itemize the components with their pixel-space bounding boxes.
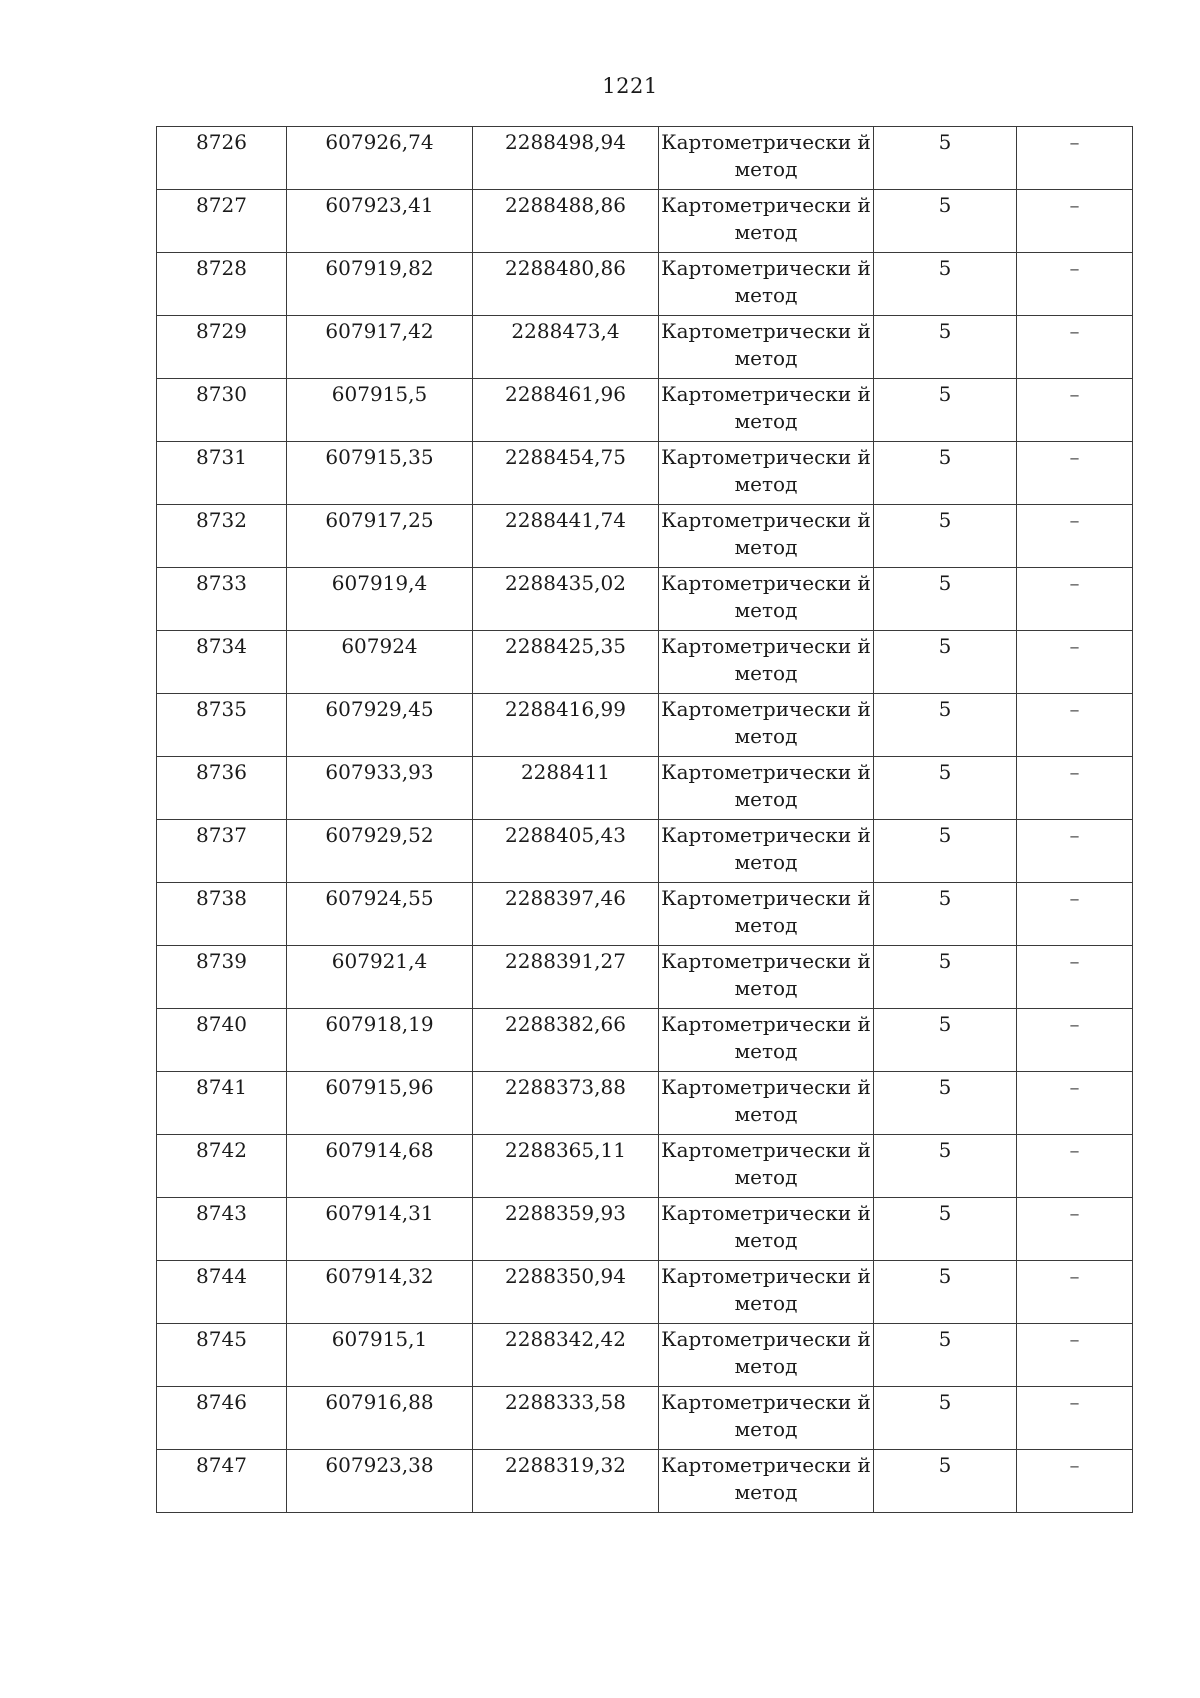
accuracy-cell: 5 [874,1072,1017,1135]
point-number-cell: 8739 [157,946,287,1009]
coordinates-table-body [157,127,1133,1513]
point-number-cell: 8726 [157,127,287,190]
note-cell: – [1017,1324,1133,1387]
y-coordinate-cell: 2288473,4 [473,316,659,379]
table-row [157,316,1133,379]
note-cell: – [1017,1198,1133,1261]
x-coordinate-cell: 607917,42 [287,316,473,379]
method-cell: Картометрически й метод [659,253,874,316]
accuracy-cell: 5 [874,1135,1017,1198]
accuracy-cell: 5 [874,253,1017,316]
x-coordinate-cell: 607916,88 [287,1387,473,1450]
x-coordinate-cell: 607914,32 [287,1261,473,1324]
table-row [157,442,1133,505]
table-row [157,505,1133,568]
x-coordinate-cell: 607929,45 [287,694,473,757]
accuracy-cell: 5 [874,316,1017,379]
point-number-cell: 8741 [157,1072,287,1135]
accuracy-cell: 5 [874,442,1017,505]
x-coordinate-cell: 607917,25 [287,505,473,568]
x-coordinate-cell: 607923,41 [287,190,473,253]
x-coordinate-cell: 607924 [287,631,473,694]
y-coordinate-cell: 2288397,46 [473,883,659,946]
note-cell: – [1017,505,1133,568]
note-cell: – [1017,883,1133,946]
y-coordinate-cell: 2288365,11 [473,1135,659,1198]
accuracy-cell: 5 [874,568,1017,631]
method-cell: Картометрически й метод [659,631,874,694]
table-row [157,127,1133,190]
point-number-cell: 8745 [157,1324,287,1387]
point-number-cell: 8727 [157,190,287,253]
x-coordinate-cell: 607924,55 [287,883,473,946]
note-cell: – [1017,1450,1133,1513]
note-cell: – [1017,631,1133,694]
point-number-cell: 8744 [157,1261,287,1324]
accuracy-cell: 5 [874,1198,1017,1261]
y-coordinate-cell: 2288480,86 [473,253,659,316]
note-cell: – [1017,253,1133,316]
method-cell: Картометрически й метод [659,1261,874,1324]
y-coordinate-cell: 2288342,42 [473,1324,659,1387]
method-cell: Картометрически й метод [659,757,874,820]
note-cell: – [1017,568,1133,631]
method-cell: Картометрически й метод [659,379,874,442]
point-number-cell: 8747 [157,1450,287,1513]
note-cell: – [1017,1135,1133,1198]
method-cell: Картометрически й метод [659,694,874,757]
point-number-cell: 8729 [157,316,287,379]
method-cell: Картометрически й метод [659,1387,874,1450]
y-coordinate-cell: 2288435,02 [473,568,659,631]
method-cell: Картометрически й метод [659,1198,874,1261]
x-coordinate-cell: 607915,1 [287,1324,473,1387]
table-row [157,946,1133,1009]
table-row [157,1387,1133,1450]
table-row [157,631,1133,694]
method-cell: Картометрически й метод [659,820,874,883]
point-number-cell: 8736 [157,757,287,820]
note-cell: – [1017,316,1133,379]
y-coordinate-cell: 2288373,88 [473,1072,659,1135]
point-number-cell: 8743 [157,1198,287,1261]
method-cell: Картометрически й метод [659,1135,874,1198]
table-row [157,1261,1133,1324]
x-coordinate-cell: 607915,96 [287,1072,473,1135]
accuracy-cell: 5 [874,1009,1017,1072]
accuracy-cell: 5 [874,757,1017,820]
accuracy-cell: 5 [874,820,1017,883]
point-number-cell: 8746 [157,1387,287,1450]
point-number-cell: 8732 [157,505,287,568]
table-row [157,1198,1133,1261]
y-coordinate-cell: 2288454,75 [473,442,659,505]
point-number-cell: 8730 [157,379,287,442]
note-cell: – [1017,1261,1133,1324]
x-coordinate-cell: 607933,93 [287,757,473,820]
y-coordinate-cell: 2288498,94 [473,127,659,190]
method-cell: Картометрически й метод [659,946,874,1009]
point-number-cell: 8728 [157,253,287,316]
table-row [157,757,1133,820]
y-coordinate-cell: 2288425,35 [473,631,659,694]
y-coordinate-cell: 2288488,86 [473,190,659,253]
table-row [157,379,1133,442]
x-coordinate-cell: 607915,5 [287,379,473,442]
accuracy-cell: 5 [874,694,1017,757]
method-cell: Картометрически й метод [659,442,874,505]
note-cell: – [1017,1009,1133,1072]
note-cell: – [1017,1387,1133,1450]
method-cell: Картометрически й метод [659,568,874,631]
accuracy-cell: 5 [874,631,1017,694]
table-row [157,190,1133,253]
y-coordinate-cell: 2288405,43 [473,820,659,883]
accuracy-cell: 5 [874,1387,1017,1450]
y-coordinate-cell: 2288359,93 [473,1198,659,1261]
accuracy-cell: 5 [874,1324,1017,1387]
x-coordinate-cell: 607923,38 [287,1450,473,1513]
method-cell: Картометрически й метод [659,505,874,568]
note-cell: – [1017,820,1133,883]
table-row [157,1450,1133,1513]
x-coordinate-cell: 607921,4 [287,946,473,1009]
point-number-cell: 8740 [157,1009,287,1072]
y-coordinate-cell: 2288319,32 [473,1450,659,1513]
note-cell: – [1017,1072,1133,1135]
accuracy-cell: 5 [874,127,1017,190]
table-row [157,1135,1133,1198]
x-coordinate-cell: 607914,31 [287,1198,473,1261]
y-coordinate-cell: 2288441,74 [473,505,659,568]
y-coordinate-cell: 2288416,99 [473,694,659,757]
x-coordinate-cell: 607919,82 [287,253,473,316]
note-cell: – [1017,946,1133,1009]
x-coordinate-cell: 607926,74 [287,127,473,190]
accuracy-cell: 5 [874,946,1017,1009]
method-cell: Картометрически й метод [659,1009,874,1072]
note-cell: – [1017,127,1133,190]
accuracy-cell: 5 [874,505,1017,568]
note-cell: – [1017,379,1133,442]
point-number-cell: 8737 [157,820,287,883]
table-row [157,820,1133,883]
y-coordinate-cell: 2288411 [473,757,659,820]
y-coordinate-cell: 2288350,94 [473,1261,659,1324]
x-coordinate-cell: 607929,52 [287,820,473,883]
accuracy-cell: 5 [874,883,1017,946]
x-coordinate-cell: 607915,35 [287,442,473,505]
method-cell: Картометрически й метод [659,127,874,190]
table-row [157,883,1133,946]
table-row [157,694,1133,757]
note-cell: – [1017,757,1133,820]
table-row [157,253,1133,316]
page-number: 1221 [602,74,658,98]
point-number-cell: 8742 [157,1135,287,1198]
accuracy-cell: 5 [874,379,1017,442]
table-row [157,1009,1133,1072]
y-coordinate-cell: 2288333,58 [473,1387,659,1450]
x-coordinate-cell: 607919,4 [287,568,473,631]
accuracy-cell: 5 [874,1450,1017,1513]
note-cell: – [1017,694,1133,757]
note-cell: – [1017,442,1133,505]
accuracy-cell: 5 [874,1261,1017,1324]
table-row [157,1324,1133,1387]
method-cell: Картометрически й метод [659,883,874,946]
method-cell: Картометрически й метод [659,190,874,253]
coordinates-table [156,126,1133,1513]
point-number-cell: 8731 [157,442,287,505]
point-number-cell: 8738 [157,883,287,946]
y-coordinate-cell: 2288391,27 [473,946,659,1009]
method-cell: Картометрически й метод [659,316,874,379]
point-number-cell: 8735 [157,694,287,757]
note-cell: – [1017,190,1133,253]
method-cell: Картометрически й метод [659,1072,874,1135]
x-coordinate-cell: 607914,68 [287,1135,473,1198]
table-row [157,568,1133,631]
point-number-cell: 8733 [157,568,287,631]
point-number-cell: 8734 [157,631,287,694]
accuracy-cell: 5 [874,190,1017,253]
method-cell: Картометрически й метод [659,1450,874,1513]
x-coordinate-cell: 607918,19 [287,1009,473,1072]
y-coordinate-cell: 2288461,96 [473,379,659,442]
y-coordinate-cell: 2288382,66 [473,1009,659,1072]
method-cell: Картометрически й метод [659,1324,874,1387]
table-row [157,1072,1133,1135]
